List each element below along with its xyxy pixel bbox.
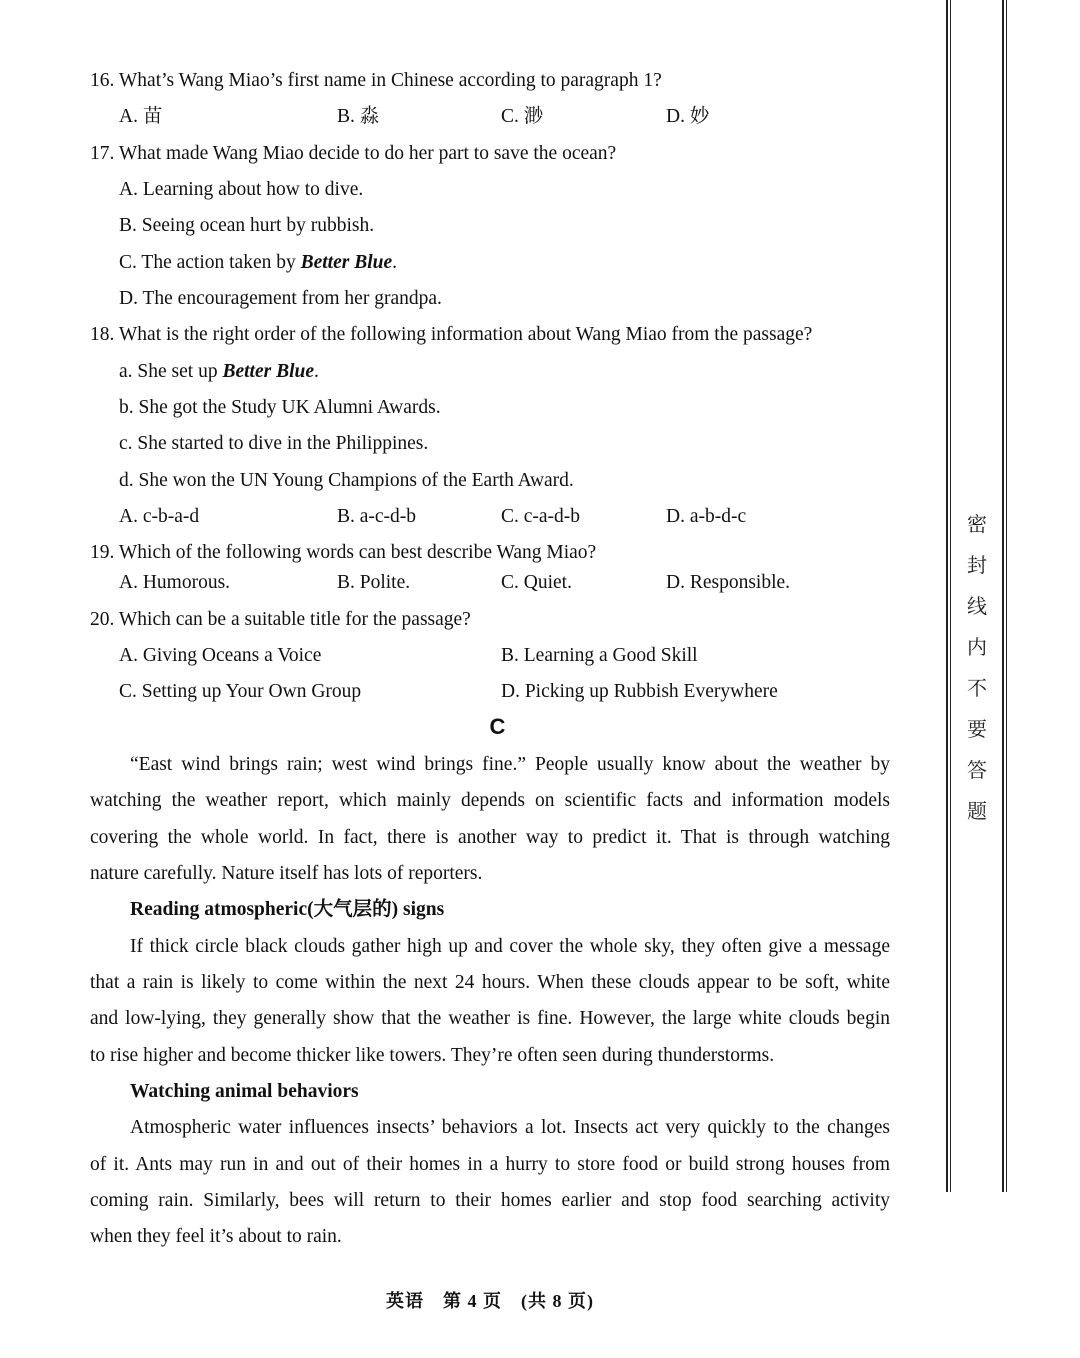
para2-line: when they feel it’s about to rain.	[90, 1226, 342, 1247]
question-16-stem: 16. What’s Wang Miao’s first name in Chinese according to paragraph 1?	[90, 70, 662, 91]
seal-line-left	[946, 0, 948, 1192]
q18-option-b: B. a-c-d-b	[337, 506, 417, 527]
question-17-stem: 17. What made Wang Miao decide to do her part to save the ocean?	[90, 143, 617, 164]
q17-option-a: A. Learning about how to dive.	[119, 179, 364, 200]
question-16-options	[90, 102, 890, 132]
q17-option-c: C. The action taken by Better Blue.	[119, 252, 398, 273]
intro-line: covering the whole world. In fact, there is another way to predict it. That is through watching	[90, 827, 890, 848]
para2-line: coming rain. Similarly, bees will return to their homes earlier and stop food searching activity	[90, 1190, 890, 1211]
para2-line: of it. Ants may run in and out of their homes in a hurry to store food or build strong houses from	[90, 1154, 890, 1175]
section-c-title: C	[489, 714, 506, 739]
q20-option-d: D. Picking up Rubbish Everywhere	[501, 681, 778, 702]
seal-char: 题	[967, 799, 987, 823]
seal-line-notice	[962, 508, 992, 836]
seal-char: 不	[967, 676, 987, 700]
para1-line: that a rain is likely to come within the next 24 hours. When these clouds appear to be soft, white	[90, 972, 890, 993]
q18-option-c: C. c-a-d-b	[501, 506, 581, 527]
seal-line-right	[1002, 0, 1004, 1192]
q16-option-c: C. 渺	[501, 106, 544, 127]
q18-item-c: c. She started to dive in the Philippines.	[119, 433, 429, 454]
intro-line: “East wind brings rain; west wind brings fine.” People usually know about the weather by	[130, 754, 890, 775]
q19-option-b: B. Polite.	[337, 572, 411, 593]
q18-option-d: D. a-b-d-c	[666, 506, 747, 527]
q19-option-d: D. Responsible.	[666, 572, 791, 593]
question-19-options	[90, 568, 890, 598]
q18-item-b: b. She got the Study UK Alumni Awards.	[119, 397, 441, 418]
q16-option-a: A. 苗	[119, 106, 163, 127]
seal-char: 答	[967, 758, 987, 782]
q17-option-b: B. Seeing ocean hurt by rubbish.	[119, 215, 375, 236]
para1-line: to rise higher and become thicker like towers. They’re often seen during thunderstorms.	[90, 1045, 775, 1066]
seal-char: 密	[967, 512, 987, 536]
seal-char: 线	[967, 594, 987, 618]
para1-line: and low-lying, they generally show that the weather is fine. However, the large white clouds begin	[90, 1008, 890, 1029]
question-19-stem: 19. Which of the following words can best describe Wang Miao?	[90, 542, 597, 563]
para1-line: If thick circle black clouds gather high up and cover the whole sky, they often give a message	[130, 936, 890, 957]
question-20-stem: 20. Which can be a suitable title for the passage?	[90, 609, 471, 630]
question-18-stem: 18. What is the right order of the following information about Wang Miao from the passage?	[90, 324, 813, 345]
heading-animal-behaviors: Watching animal behaviors	[130, 1081, 359, 1102]
question-20-options-row2	[90, 677, 890, 707]
q19-option-a: A. Humorous.	[119, 572, 231, 593]
better-blue-em: Better Blue	[222, 361, 314, 382]
question-18-options	[90, 502, 890, 532]
page-footer: 英语 第 4 页 (共 8 页)	[386, 1291, 594, 1311]
q18-item-d: d. She won the UN Young Champions of the Earth Award.	[119, 470, 574, 491]
q20-option-b: B. Learning a Good Skill	[501, 645, 698, 666]
better-blue-em: Better Blue	[300, 252, 393, 273]
question-20-options-row1	[90, 641, 890, 671]
seal-char: 要	[967, 717, 987, 741]
seal-line-right-thin	[1006, 0, 1007, 1192]
q17-option-d: D. The encouragement from her grandpa.	[119, 288, 442, 309]
seal-char: 封	[967, 553, 987, 577]
intro-line: watching the weather report, which mainly depends on scientific facts and information models	[90, 790, 890, 811]
heading-atmospheric-signs: Reading atmospheric(大气层的) signs	[130, 899, 445, 920]
para2-line: Atmospheric water influences insects’ behaviors a lot. Insects act very quickly to the changes	[130, 1117, 890, 1138]
q20-option-a: A. Giving Oceans a Voice	[119, 645, 322, 666]
q18-option-a: A. c-b-a-d	[119, 506, 200, 527]
q16-option-b: B. 淼	[337, 106, 380, 127]
q19-option-c: C. Quiet.	[501, 572, 572, 593]
q20-option-c: C. Setting up Your Own Group	[119, 681, 362, 702]
q18-item-a: a. She set up Better Blue.	[119, 361, 319, 382]
intro-line: nature carefully. Nature itself has lots of reporters.	[90, 863, 483, 884]
seal-char: 内	[967, 635, 987, 659]
seal-line-left-thin	[950, 0, 951, 1192]
q16-option-d: D. 妙	[666, 106, 710, 127]
